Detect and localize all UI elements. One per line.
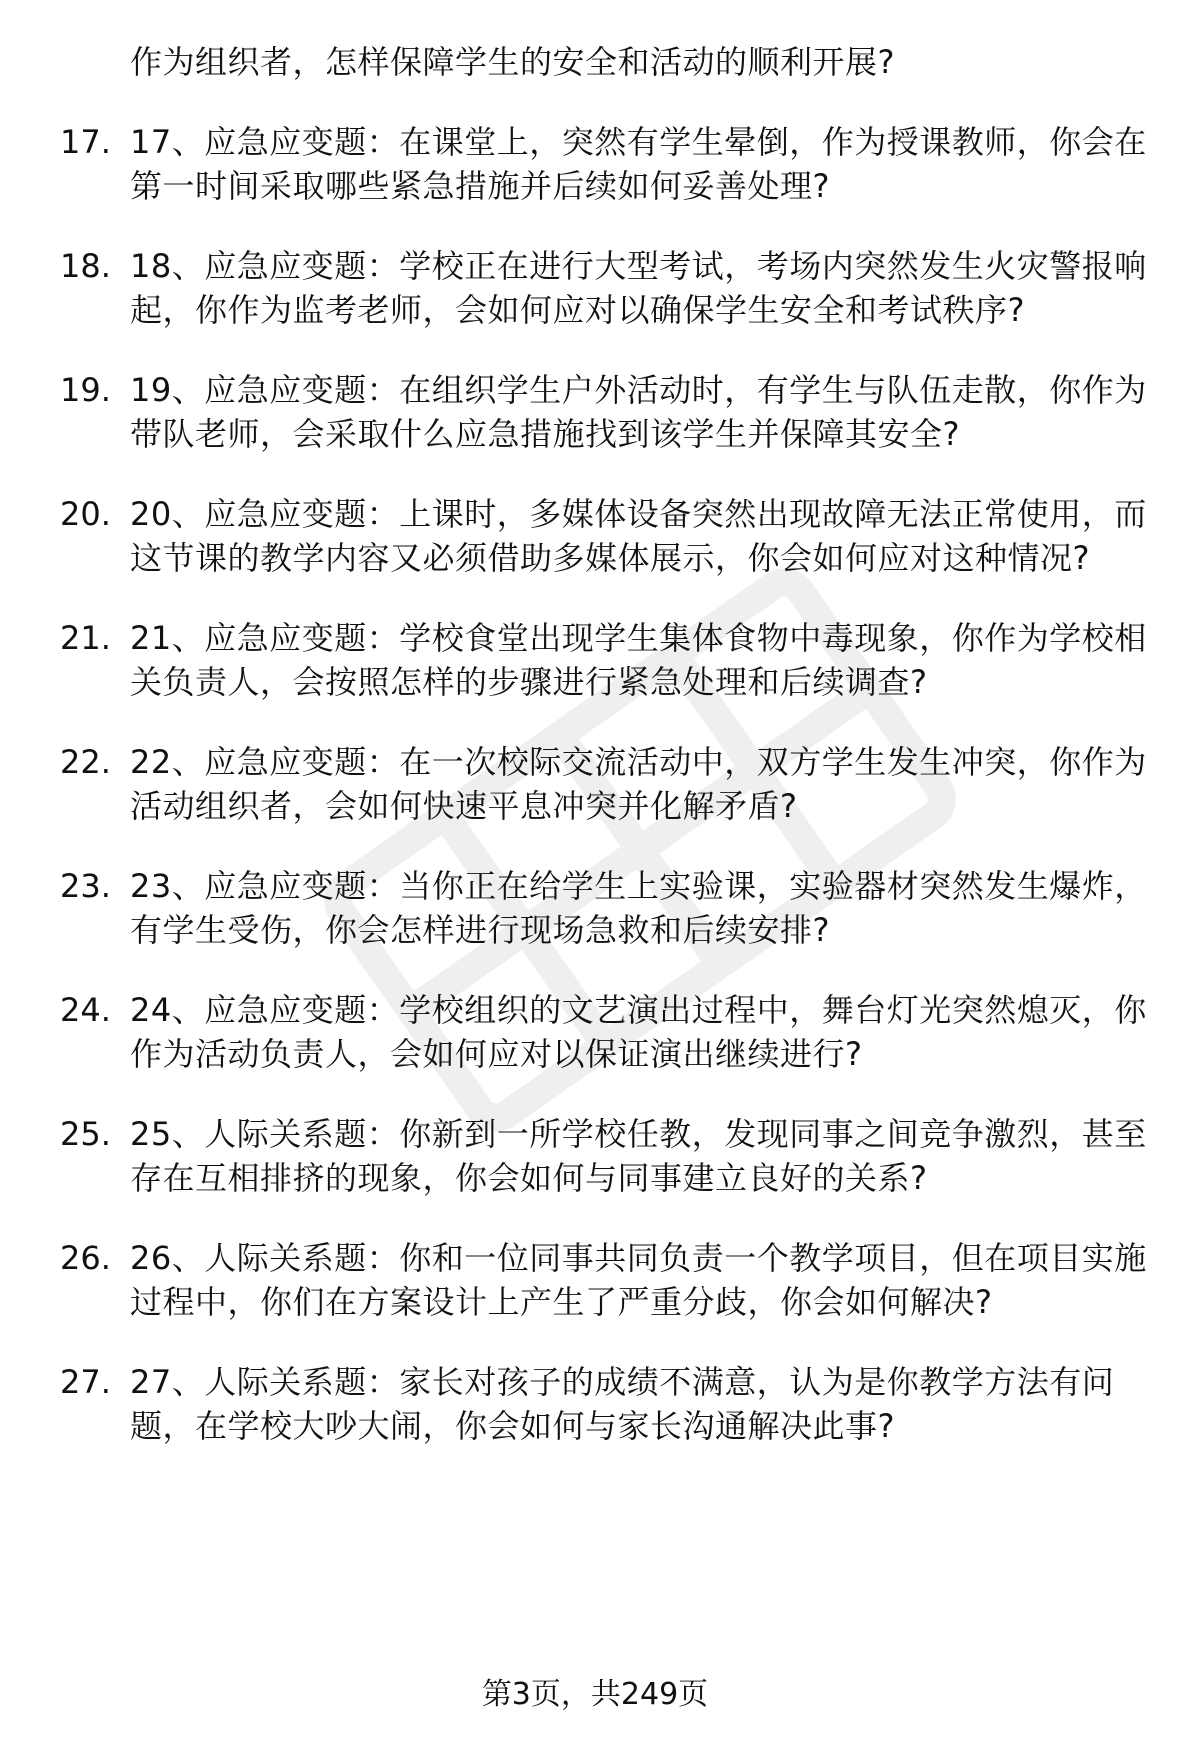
item-text: 23、应急应变题：当你正在给学生上实验课，实验器材突然发生爆炸，有学生受伤，你会怎样进行现场急救和后续安排? bbox=[130, 867, 1147, 949]
list-item bbox=[60, 1236, 1150, 1324]
item-number: 21. bbox=[60, 619, 111, 657]
list-item bbox=[60, 1360, 1150, 1448]
list-item bbox=[60, 988, 1150, 1076]
item-number: 24. bbox=[60, 991, 111, 1029]
list-item bbox=[60, 492, 1150, 580]
list-item bbox=[60, 1112, 1150, 1200]
item-number: 25. bbox=[60, 1115, 111, 1153]
continuation-text: 作为组织者，怎样保障学生的安全和活动的顺利开展? bbox=[130, 43, 895, 81]
list-item bbox=[60, 616, 1150, 704]
list-item bbox=[60, 740, 1150, 828]
item-number: 20. bbox=[60, 495, 111, 533]
item-number: 22. bbox=[60, 743, 111, 781]
item-text: 21、应急应变题：学校食堂出现学生集体食物中毒现象，你作为学校相关负责人，会按照怎样的步骤进行紧急处理和后续调查? bbox=[130, 619, 1147, 701]
item-number: 26. bbox=[60, 1239, 111, 1277]
item-number: 27. bbox=[60, 1363, 111, 1401]
item-number: 19. bbox=[60, 371, 111, 409]
item-text: 24、应急应变题：学校组织的文艺演出过程中，舞台灯光突然熄灭，你作为活动负责人，会如何应对以保证演出继续进行? bbox=[130, 991, 1147, 1073]
item-number: 17. bbox=[60, 123, 111, 161]
item-text: 26、人际关系题：你和一位同事共同负责一个教学项目，但在项目实施过程中，你们在方案设计上产生了严重分歧，你会如何解决? bbox=[130, 1239, 1147, 1321]
item-text: 25、人际关系题：你新到一所学校任教，发现同事之间竞争激烈，甚至存在互相排挤的现象，你会如何与同事建立良好的关系? bbox=[130, 1115, 1147, 1197]
list-item bbox=[60, 120, 1150, 208]
item-text: 27、人际关系题：家长对孩子的成绩不满意，认为是你教学方法有问题，在学校大吵大闹，你会如何与家长沟通解决此事? bbox=[130, 1363, 1115, 1445]
item-text: 17、应急应变题：在课堂上，突然有学生晕倒，作为授课教师，你会在第一时间采取哪些紧急措施并后续如何妥善处理? bbox=[130, 123, 1147, 205]
question-list bbox=[60, 40, 1150, 1484]
page-footer: 第3页，共249页 bbox=[481, 1677, 709, 1712]
list-item bbox=[60, 368, 1150, 456]
item-text: 20、应急应变题：上课时，多媒体设备突然出现故障无法正常使用，而这节课的教学内容又必须借助多媒体展示，你会如何应对这种情况? bbox=[130, 495, 1147, 577]
item-text: 22、应急应变题：在一次校际交流活动中，双方学生发生冲突，你作为活动组织者，会如何快速平息冲突并化解矛盾? bbox=[130, 743, 1147, 825]
item-number: 18. bbox=[60, 247, 111, 285]
item-text: 19、应急应变题：在组织学生户外活动时，有学生与队伍走散，你作为带队老师，会采取什么应急措施找到该学生并保障其安全? bbox=[130, 371, 1147, 453]
list-item bbox=[60, 864, 1150, 952]
list-item bbox=[60, 244, 1150, 332]
item-number: 23. bbox=[60, 867, 111, 905]
item-text: 18、应急应变题：学校正在进行大型考试，考场内突然发生火灾警报响起，你作为监考老师，会如何应对以确保学生安全和考试秩序? bbox=[130, 247, 1147, 329]
